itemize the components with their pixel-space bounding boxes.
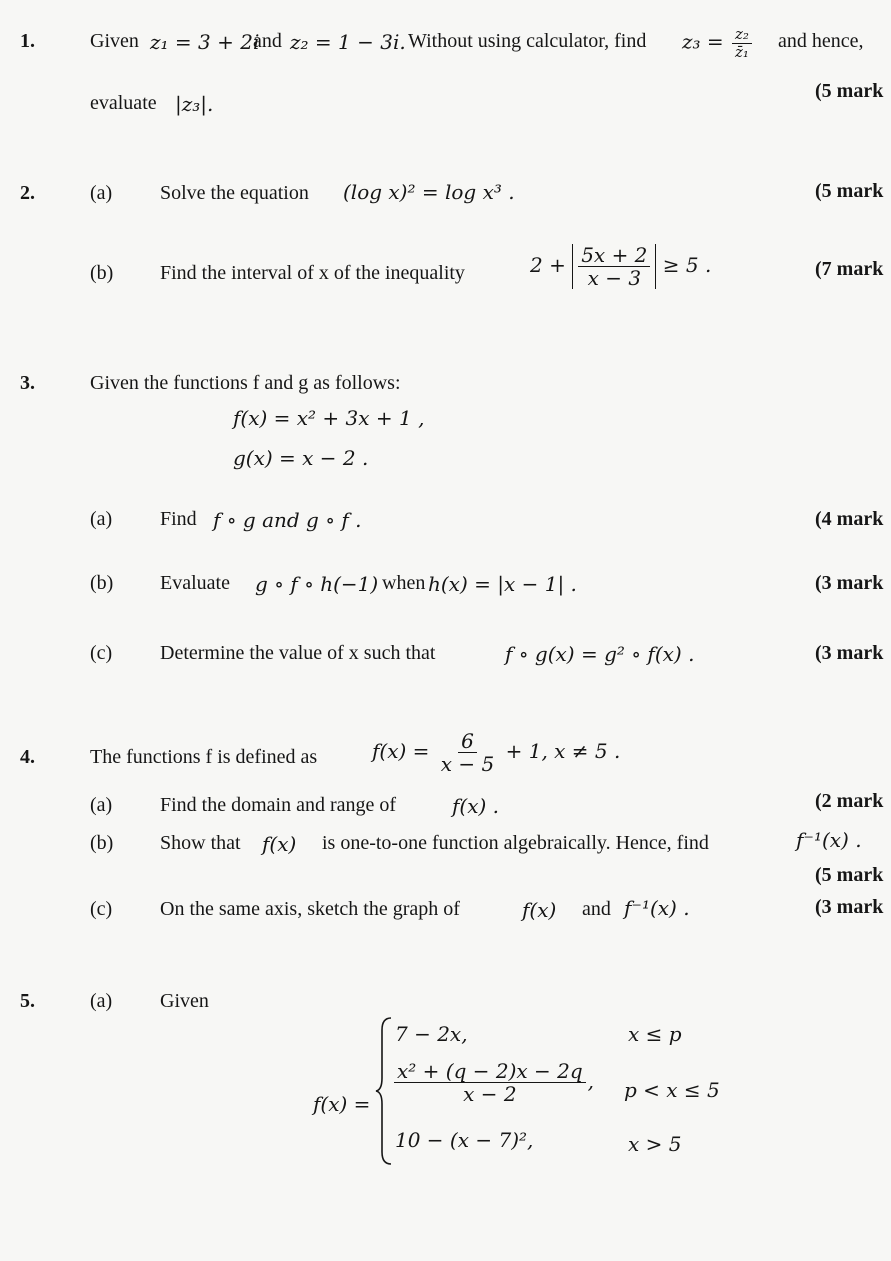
q3a-marks: (4 mark: [815, 508, 884, 530]
q1-z1: z₁ = 3 + 2i: [150, 30, 260, 54]
q3b-composite: g ∘ f ∘ h(−1): [255, 572, 379, 596]
q2a-text: Solve the equation: [160, 182, 309, 204]
q4b-math: f(x): [262, 832, 297, 856]
q4-function-definition: f(x) = $\frac{6}{x - 5}$ + 1, x ≠ 5 .: [372, 729, 621, 776]
q2b-inequality: 2 + $\frac{5x + 2}{x - 3}$ ≥ 5 .: [530, 243, 712, 290]
q3c-equation: f ∘ g(x) = g² ∘ f(x) .: [505, 642, 695, 666]
q2b-text: Find the interval of x of the inequality: [160, 262, 465, 284]
q1-z3-fraction: z₃ = $\frac{\text{z₂}}{\text{z̄₁}}$: [682, 26, 754, 60]
q2a-label: (a): [90, 182, 113, 204]
q1-abs-z3: |z₃|.: [175, 92, 214, 116]
q3-g-definition: g(x) = x − 2 .: [233, 446, 369, 470]
q5-cond1: x ≤ p: [628, 1022, 682, 1046]
q4b-marks: (5 mark: [815, 864, 884, 886]
q4b-text: Show that: [160, 832, 241, 854]
q3c-marks: (3 mark: [815, 642, 884, 664]
q5-cond3: x > 5: [628, 1132, 682, 1156]
q1-text-find: Without using calculator, find: [408, 30, 647, 52]
question-number-2: 2.: [20, 182, 35, 204]
q3a-math: f ∘ g and g ∘ f .: [213, 508, 362, 532]
q4a-marks: (2 mark: [815, 790, 884, 812]
q3b-marks: (3 mark: [815, 572, 884, 594]
q3b-text-when: when: [382, 572, 426, 594]
q1-marks: (5 mark: [815, 80, 884, 102]
q2b-marks: (7 mark: [815, 258, 884, 280]
q4b-label: (b): [90, 832, 114, 854]
q4c-math: f(x): [522, 898, 557, 922]
q3b-label: (b): [90, 572, 114, 594]
q4c-marks: (3 mark: [815, 896, 884, 918]
q3-intro: Given the functions f and g as follows:: [90, 372, 401, 394]
q4c-text: On the same axis, sketch the graph of: [160, 898, 460, 920]
q5-piecewise-lhs: f(x) =: [313, 1092, 371, 1116]
q3c-text: Determine the value of x such that: [160, 642, 436, 664]
q1-text-evaluate: evaluate: [90, 92, 157, 114]
q5-cond2: p < x ≤ 5: [624, 1078, 720, 1102]
q3c-label: (c): [90, 642, 113, 664]
q5-case3: 10 − (x − 7)²,: [395, 1128, 534, 1152]
question-number-1: 1.: [20, 30, 35, 52]
q5a-text: Given: [160, 990, 209, 1012]
q2b-label: (b): [90, 262, 114, 284]
question-number-3: 3.: [20, 372, 35, 394]
q1-text-hence: and hence,: [778, 30, 864, 52]
q4a-math: f(x) .: [452, 794, 500, 818]
q4b-text2: is one-to-one function algebraically. Hence, find: [322, 832, 709, 854]
q2a-equation: (log x)² = log x³ .: [343, 180, 515, 204]
q3-f-definition: f(x) = x² + 3x + 1 ,: [233, 406, 425, 430]
q3b-h-definition: h(x) = |x − 1| .: [428, 572, 577, 596]
q4-intro: The functions f is defined as: [90, 746, 318, 768]
q2a-marks: (5 mark: [815, 180, 884, 202]
q1-text-and: and: [253, 30, 282, 52]
q3b-text: Evaluate: [160, 572, 230, 594]
question-number-4: 4.: [20, 746, 35, 768]
q3a-text: Find: [160, 508, 197, 530]
q4a-label: (a): [90, 794, 113, 816]
q4c-inverse: f⁻¹(x) .: [624, 896, 690, 920]
q1-z2: z₂ = 1 − 3i.: [290, 30, 406, 54]
q4c-text-and: and: [582, 898, 611, 920]
q4a-text: Find the domain and range of: [160, 794, 397, 816]
q5-case1: 7 − 2x,: [395, 1022, 468, 1046]
q4b-inverse: f⁻¹(x) .: [796, 828, 862, 852]
q3a-label: (a): [90, 508, 113, 530]
q5-case2: $\frac{\text{x² + (q − 2)x − 2q}}{x - 2}$ ,: [392, 1060, 594, 1105]
q5a-label: (a): [90, 990, 113, 1012]
q4c-label: (c): [90, 898, 113, 920]
question-number-5: 5.: [20, 990, 35, 1012]
q1-text-given: Given: [90, 30, 139, 52]
q5-piecewise-brace: [374, 1016, 394, 1166]
